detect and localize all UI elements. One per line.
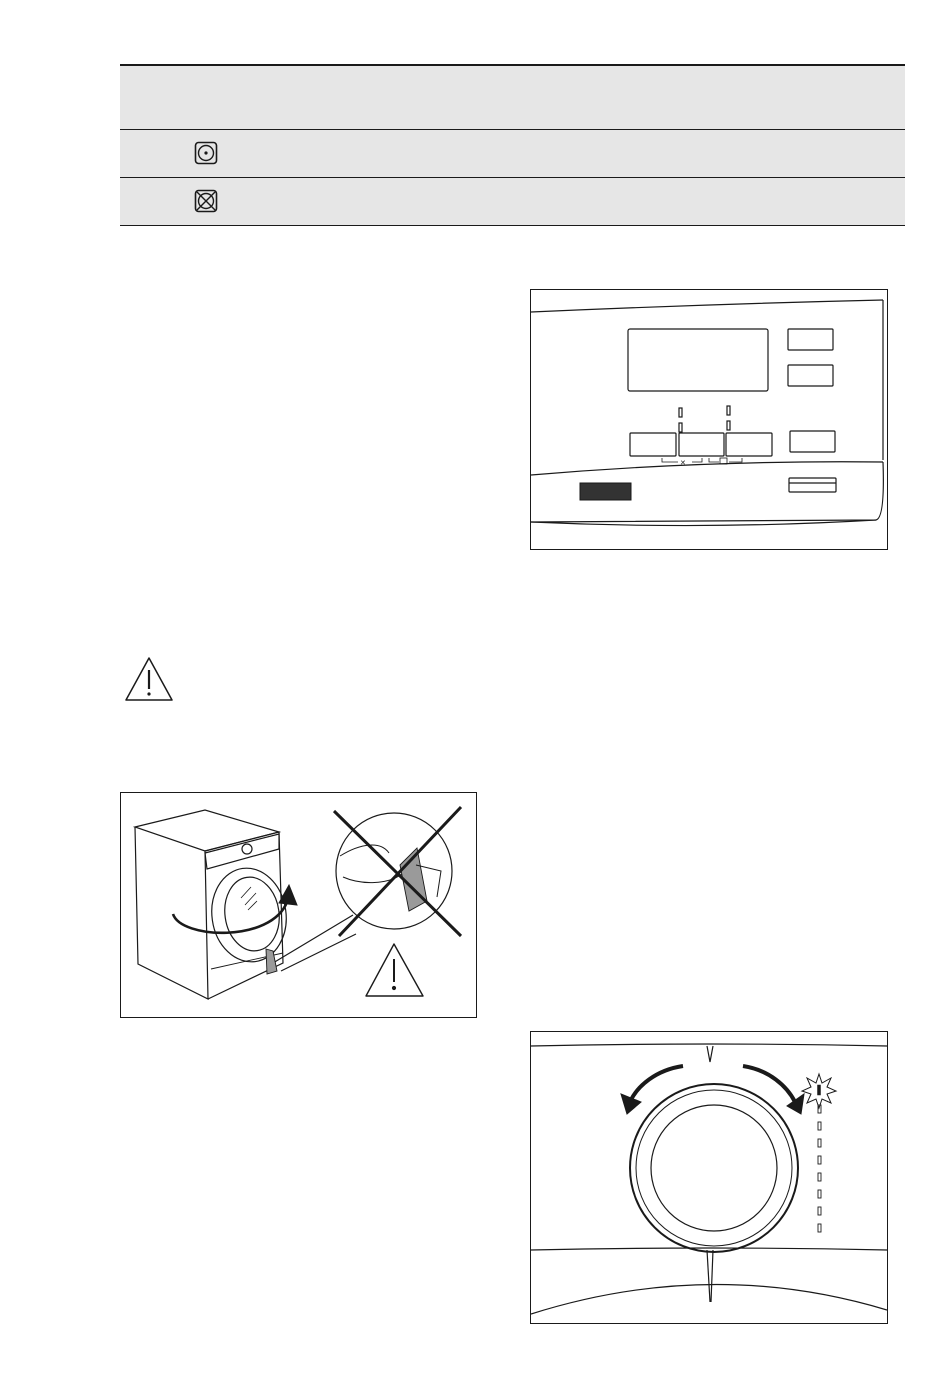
control-panel-illustration [530,289,888,550]
table-row [120,130,905,178]
svg-text:✕: ✕ [680,459,686,467]
door-opening-illustration [120,792,477,1018]
table-row [120,178,905,226]
display-window [580,483,631,500]
do-not-tumble-dry-icon [194,189,218,213]
tumble-dry-icon [194,141,218,165]
warning-icon [124,656,174,702]
table-header-row [120,66,905,130]
program-dial-illustration [530,1031,888,1324]
